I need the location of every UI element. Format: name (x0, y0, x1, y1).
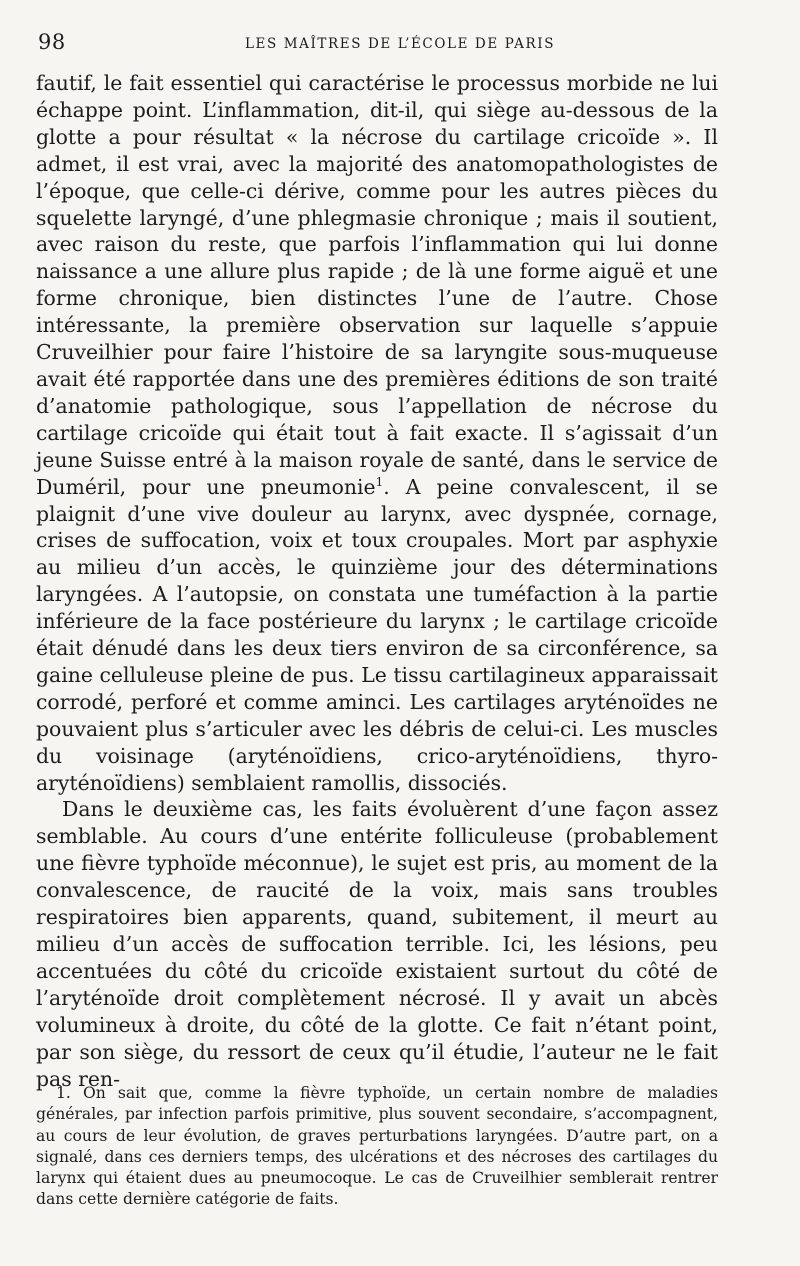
footnote-reference: 1 (375, 474, 384, 489)
paragraph-text: fautif, le fait essentiel qui caractérise le processus morbide ne lui échappe point. L’inflammation, dit-il, qui siège au-dessous de la glotte a pour résultat « la nécrose du cartilage cricoïde ». Il admet, il est vrai, avec la majorité des anatomopathologistes de l’époque, que celle-ci dérive, comme pour les autres pièces du squelette laryngé, d’une phlegmasie chronique ; mais il soutient, avec raison du reste, que parfois l’inflammation qui lui donne naissance a une allure plus rapide ; de là une forme aiguë et une forme chronique, bien distinctes l’une de l’autre. Chose intéressante, la première observation sur laquelle s’appuie Cruveilhier pour faire l’histoire de sa laryngite sous-muqueuse avait été rapportée dans une des premières éditions de son traité d’anatomie pathologique, sous l’appellation de nécrose du cartilage cricoïde qui était tout à fait exacte. Il s’agissait d’un jeune Suisse entré à la maison royale de santé, dans le service de Duméril, pour une pneumonie (36, 71, 718, 499)
footnote (36, 1083, 718, 1211)
page-header (38, 30, 762, 58)
paragraph: Dans le deuxième cas, les faits évoluèrent d’une façon assez semblable. Au cours d’une entérite folliculeuse (probablement une fièvre typhoïde méconnue), le sujet est pris, au moment de la convalescence, de raucité de la voix, mais sans troubles respiratoires bien apparents, quand, subitement, il meurt au milieu d’un accès de suffocation terrible. Ici, les lésions, peu accentuées du côté du cricoïde existaient surtout du côté de l’aryténoïde droit complètement nécrosé. Il y avait un abcès volumineux à droite, du côté de la glotte. Ce fait n’étant point, par son siège, du ressort de ceux qu’il étudie, l’auteur ne le fait pas ren- (36, 797, 718, 1091)
main-text (36, 70, 718, 1092)
paragraph (36, 70, 718, 796)
paragraph-text-continued: . A peine convalescent, il se plaignit d’une vive douleur au larynx, avec dyspnée, cornage, crises de suffocation, voix et toux croupales. Mort par asphyxie au milieu d’un accès, le quinzième jour des déterminations laryngées. A l’autopsie, on constata une tuméfaction à la partie inférieure de la face postérieure du larynx ; le cartilage cricoïde était dénudé dans les deux tiers environ de sa circonférence, sa gaine celluleuse pleine de pus. Le tissu cartilagineux apparaissait corrodé, perforé et comme aminci. Les cartilages aryténoïdes ne pouvaient plus s’articuler avec les débris de celui-ci. Les muscles du voisinage (aryténoïdiens, crico-aryténoïdiens, thyro-aryténoïdiens) semblaient ramollis, dissociés. (36, 474, 718, 795)
footnote-text: 1. On sait que, comme la fièvre typhoïde, un certain nombre de maladies générales, par infection parfois primitive, plus souvent secondaire, s’accompagnent, au cours de leur évolution, de graves perturbations laryngées. D’autre part, on a signalé, dans ces derniers temps, des ulcérations et des nécroses des cartilages du larynx qui étaient dues au pneumocoque. Le cas de Cruveilhier semblerait rentrer dans cette dernière catégorie de faits. (36, 1084, 718, 1209)
page-number: 98 (38, 30, 66, 54)
running-title: LES MAÎTRES DE L’ÉCOLE DE PARIS (244, 36, 556, 52)
